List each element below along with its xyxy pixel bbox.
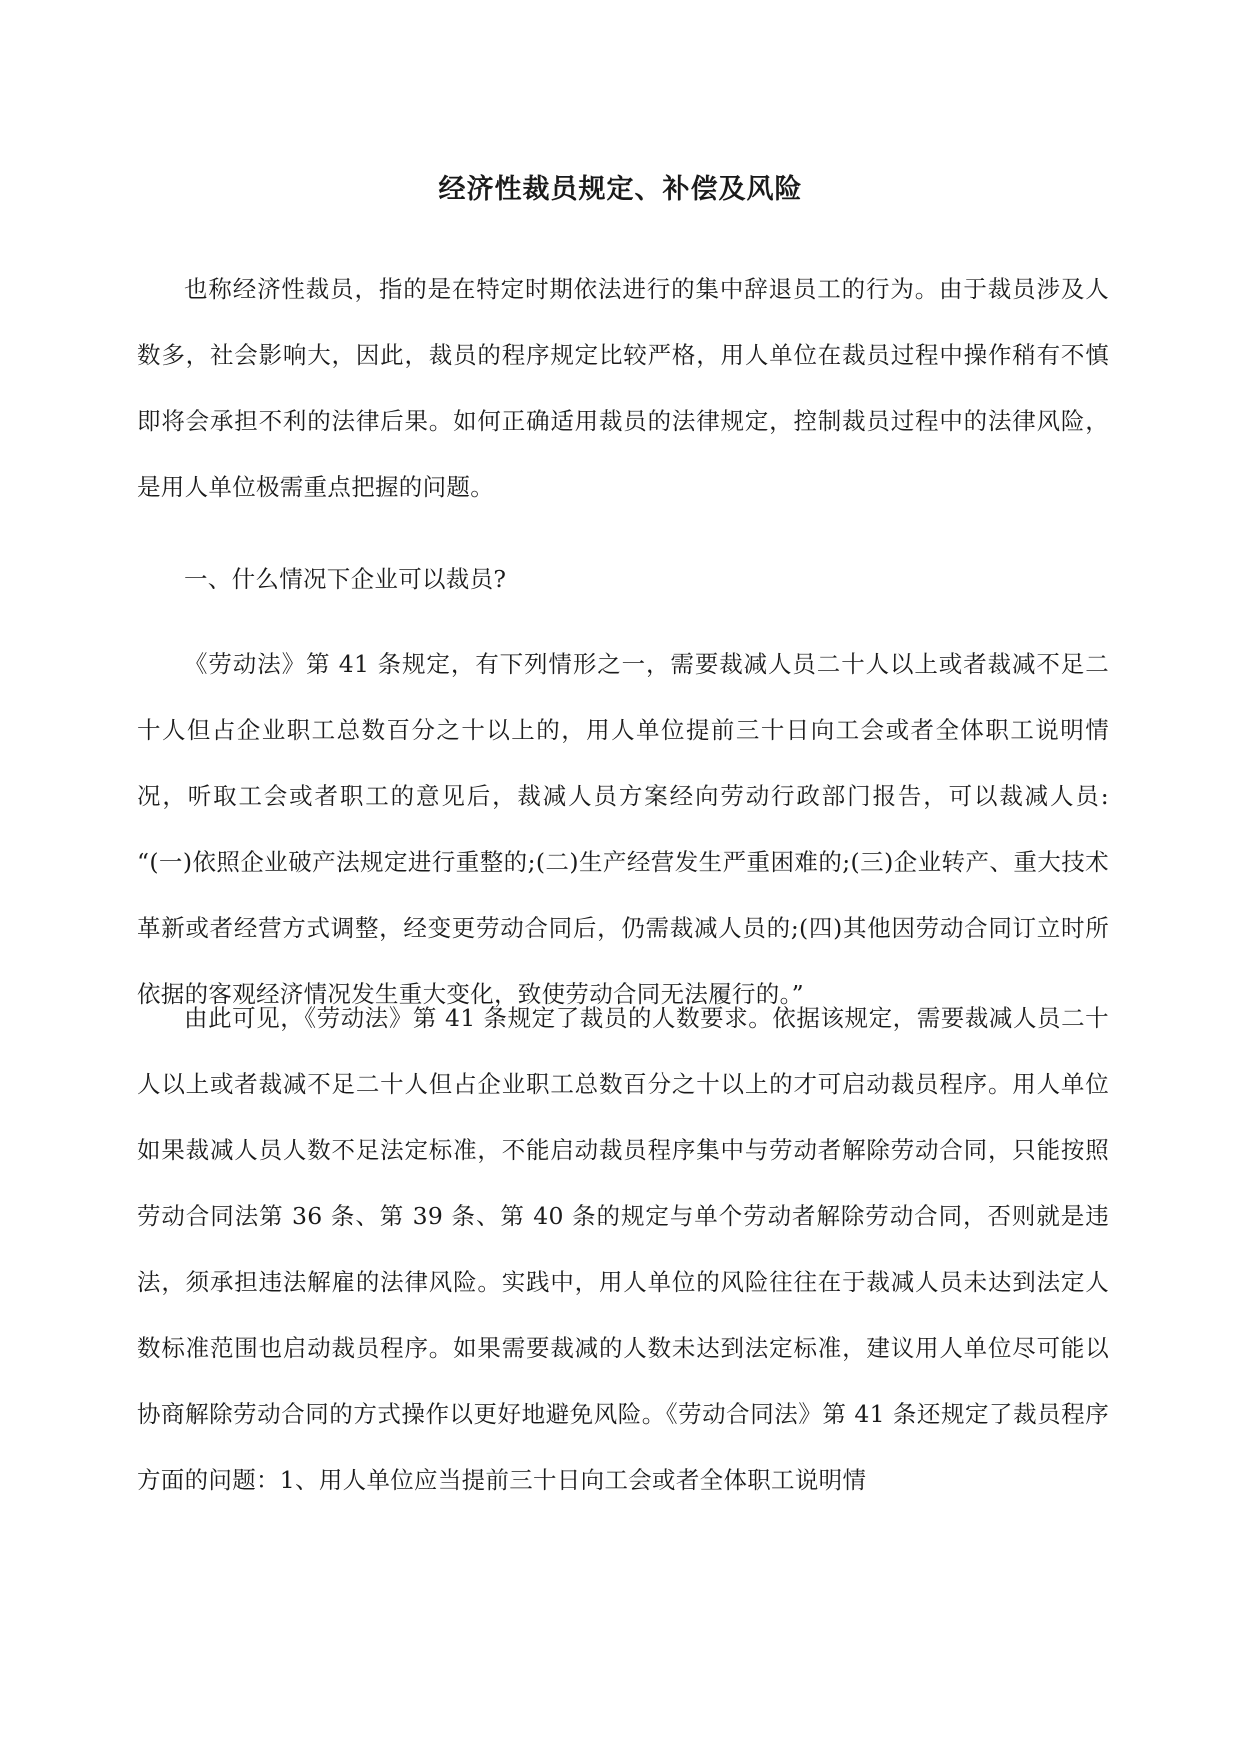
- law-article-paragraph: 《劳动法》第 41 条规定，有下列情形之一，需要裁减人员二十人以上或者裁减不足二十人但占企业职工总数百分之十以上的，用人单位提前三十日向工会或者全体职工说明情况，听取工会或者职工的意见后，裁减人员方案经向劳动行政部门报告，可以裁减人员: “(一)依照企业破产法规定进行重整的;(二)生产经营发生严重困难的;(三)企业转产、重大技术革新或者经营方式调整，经变更劳动合同后，仍需裁减人员的;(四)其他因劳动合同订立时所依据的客观经济情况发生重大变化，致使劳动合同无法履行的。”: [137, 650, 1109, 1008]
- page-title: 经济性裁员规定、补偿及风险: [438, 174, 803, 205]
- intro-paragraph: 也称经济性裁员，指的是在特定时期依法进行的集中辞退员工的行为。由于裁员涉及人数多，社会影响大，因此，裁员的程序规定比较严格，用人单位在裁员过程中操作稍有不慎即将会承担不利的法律后果。如何正确适用裁员的法律规定，控制裁员过程中的法律风险，是用人单位极需重点把握的问题。: [137, 275, 1109, 501]
- analysis-paragraph: 由此可见，《劳动法》第 41 条规定了裁员的人数要求。依据该规定，需要裁减人员二十人以上或者裁减不足二十人但占企业职工总数百分之十以上的才可启动裁员程序。用人单位如果裁减人员人数不足法定标准，不能启动裁员程序集中与劳动者解除劳动合同，只能按照劳动合同法第 36 条、第 39 条、第 40 条的规定与单个劳动者解除劳动合同，否则就是违法，须承担违法解雇的法律风险。实践中，用人单位的风险往往在于裁减人员未达到法定人数标准范围也启动裁员程序。如果需要裁减的人数未达到法定标准，建议用人单位尽可能以协商解除劳动合同的方式操作以更好地避免风险。《劳动合同法》第 41 条还规定了裁员程序方面的问题：1、用人单位应当提前三十日向工会或者全体职工说明情: [137, 1004, 1109, 1494]
- section-heading: 一、什么情况下企业可以裁员?: [184, 565, 507, 593]
